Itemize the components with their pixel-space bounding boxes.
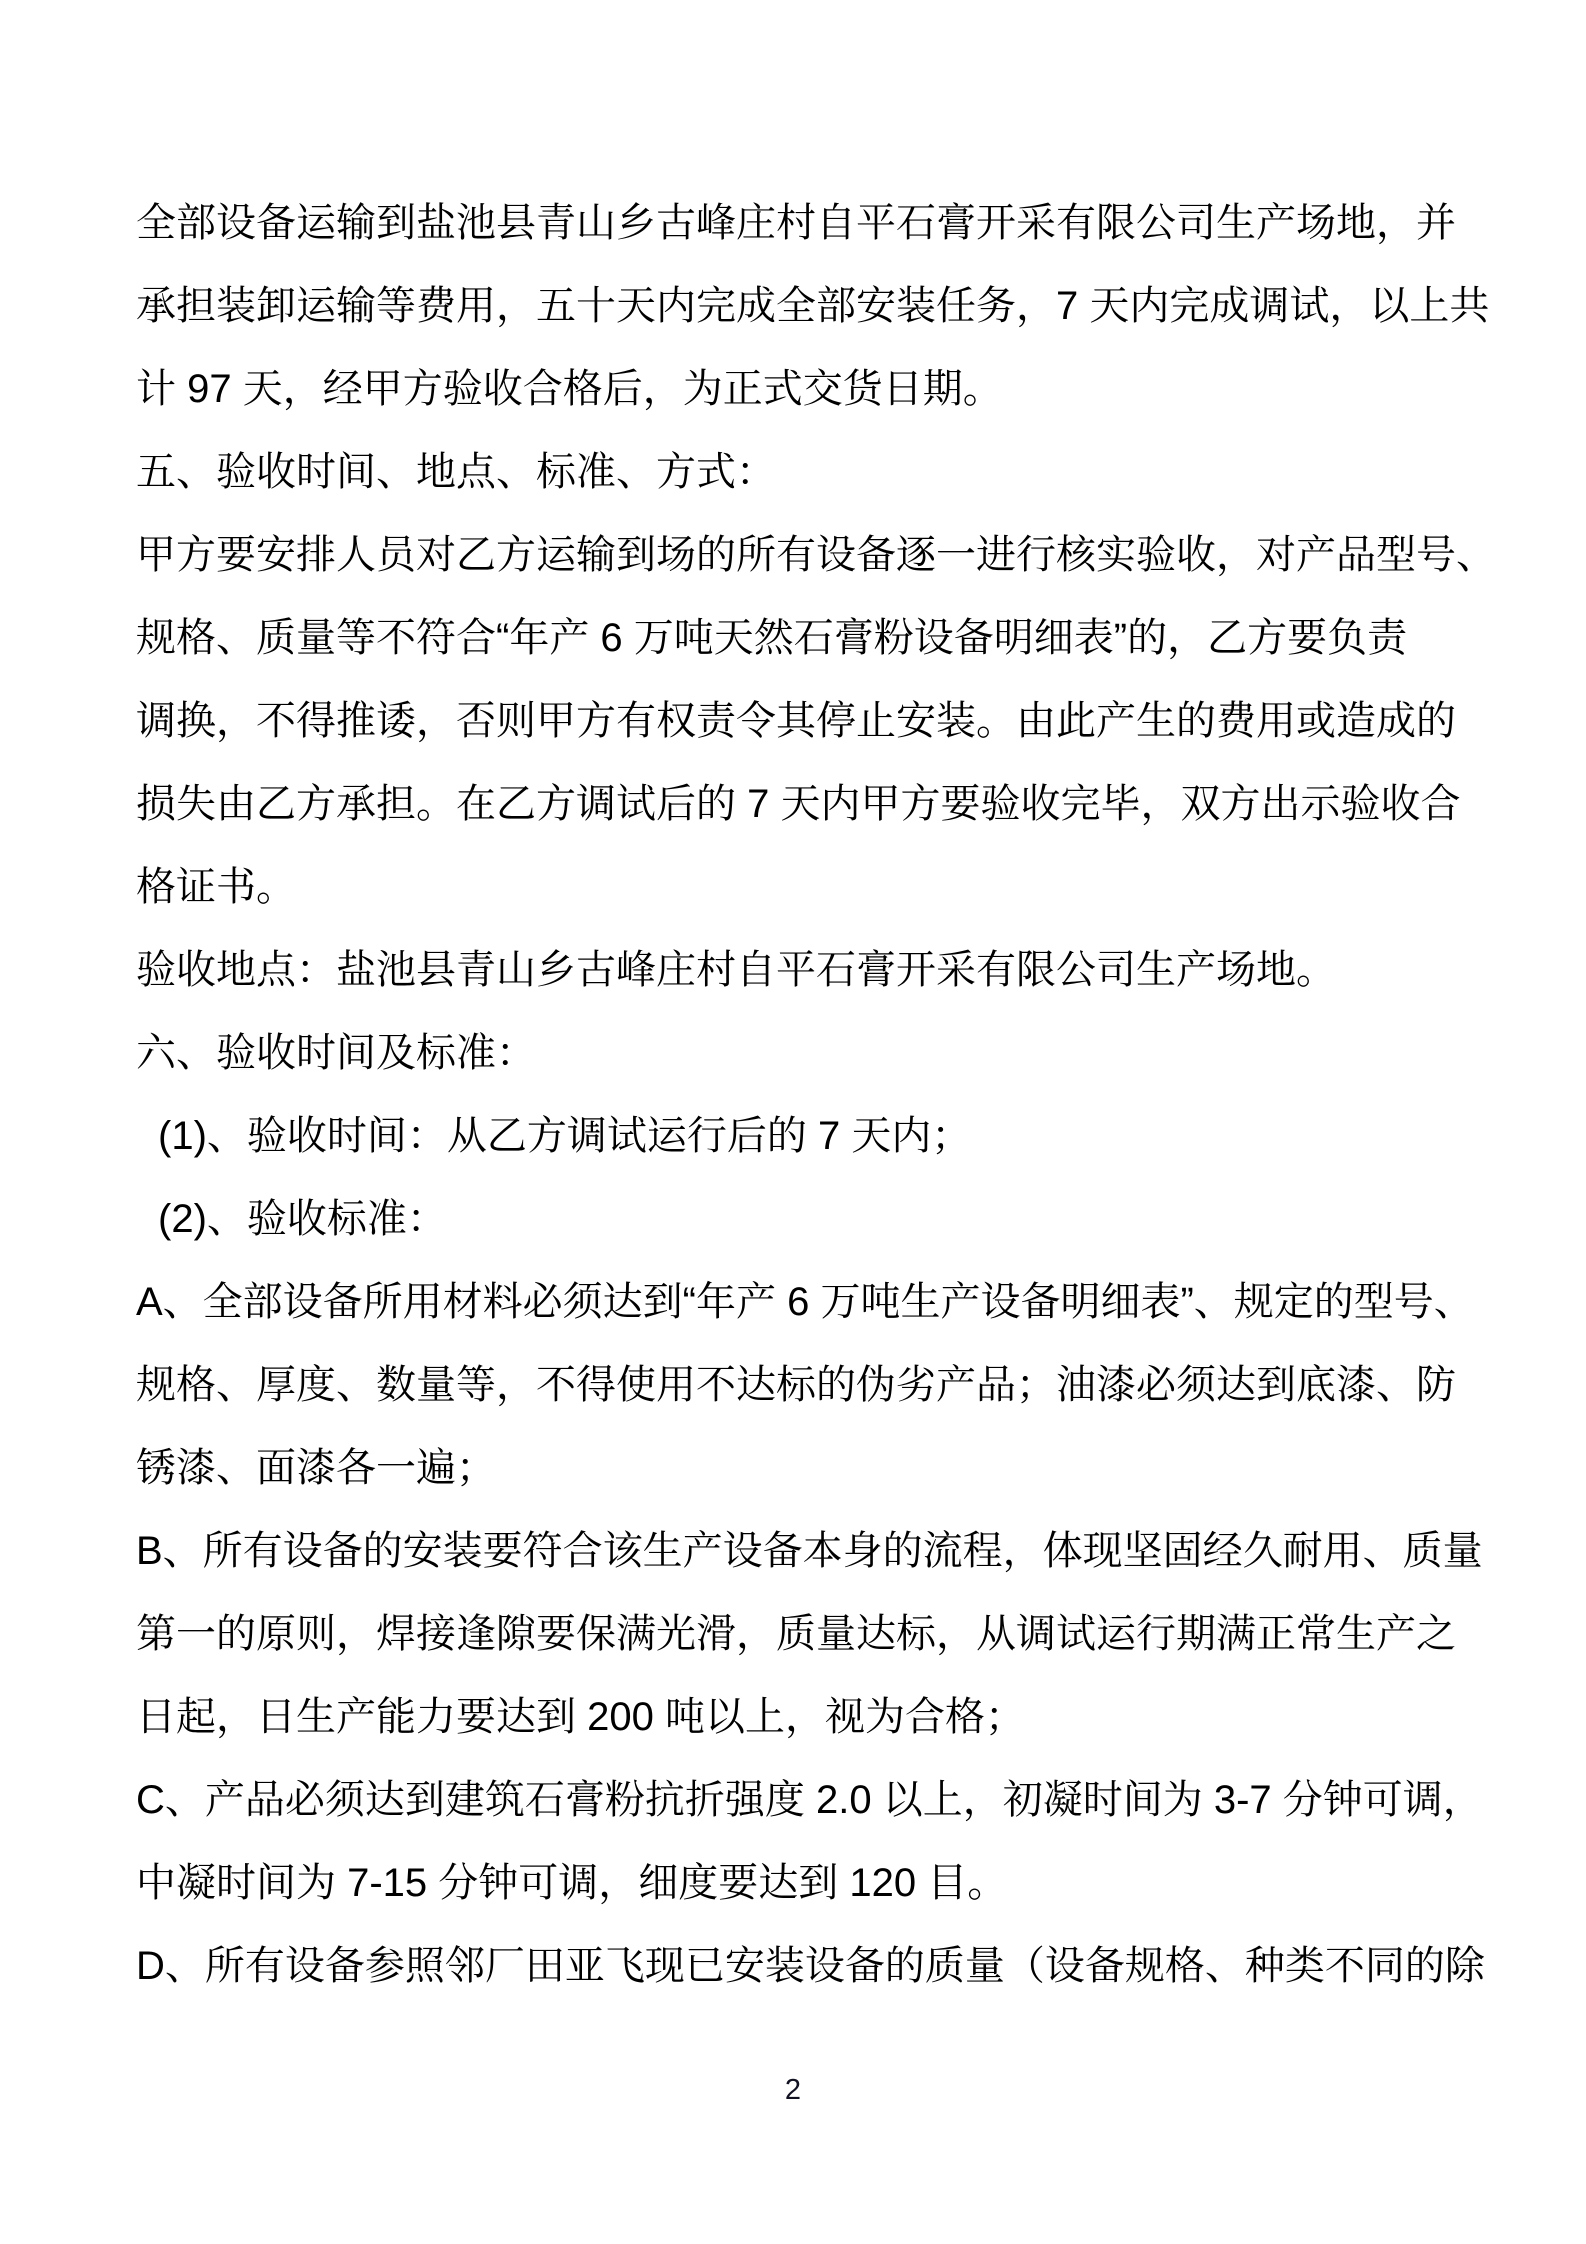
list-item: (1)、验收时间：从乙方调试运行后的 7 天内； xyxy=(158,1114,972,1158)
text-line: 损失由乙方承担。在乙方调试后的 7 天内甲方要验收完毕，双方出示验收合 xyxy=(136,782,1461,826)
text-line: 调换，不得推诿，否则甲方有权责令其停止安装。由此产生的费用或造成的 xyxy=(136,699,1456,743)
text-line: 计 97 天，经甲方验收合格后，为正式交货日期。 xyxy=(136,367,1003,411)
text-line: 规格、厚度、数量等，不得使用不达标的伪劣产品；油漆必须达到底漆、防 xyxy=(136,1363,1456,1407)
text-line: 全部设备运输到盐池县青山乡古峰庄村自平石膏开采有限公司生产场地，并 xyxy=(136,201,1456,245)
list-item: D、所有设备参照邻厂田亚飞现已安装设备的质量（设备规格、种类不同的除 xyxy=(136,1944,1485,1988)
list-item: B、所有设备的安装要符合该生产设备本身的流程，体现坚固经久耐用、质量 xyxy=(136,1529,1483,1573)
document-body xyxy=(136,182,1496,2008)
text-line: 验收地点：盐池县青山乡古峰庄村自平石膏开采有限公司生产场地。 xyxy=(136,948,1336,992)
text-line: 甲方要安排人员对乙方运输到场的所有设备逐一进行核实验收，对产品型号、 xyxy=(136,533,1496,577)
list-item: C、产品必须达到建筑石膏粉抗折强度 2.0 以上，初凝时间为 3-7 分钟可调， xyxy=(136,1778,1483,1822)
section-heading: 六、验收时间及标准： xyxy=(136,1031,536,1075)
list-item: (2)、验收标准： xyxy=(158,1197,447,1241)
text-line: 规格、质量等不符合“年产 6 万吨天然石膏粉设备明细表”的，乙方要负责 xyxy=(136,616,1408,660)
text-line: 中凝时间为 7-15 分钟可调，细度要达到 120 目。 xyxy=(136,1861,1008,1905)
page-number: 2 xyxy=(784,2074,802,2106)
text-line: 格证书。 xyxy=(136,865,296,909)
list-item: A、全部设备所用材料必须达到“年产 6 万吨生产设备明细表”、规定的型号、 xyxy=(136,1280,1474,1324)
text-line: 日起，日生产能力要达到 200 吨以上，视为合格； xyxy=(136,1695,1025,1739)
text-line: 锈漆、面漆各一遍； xyxy=(136,1446,496,1490)
text-line: 第一的原则，焊接逢隙要保满光滑，质量达标，从调试运行期满正常生产之 xyxy=(136,1612,1456,1656)
text-line: 承担装卸运输等费用，五十天内完成全部安装任务，7 天内完成调试，以上共 xyxy=(136,284,1490,328)
section-heading: 五、验收时间、地点、标准、方式： xyxy=(136,450,776,494)
